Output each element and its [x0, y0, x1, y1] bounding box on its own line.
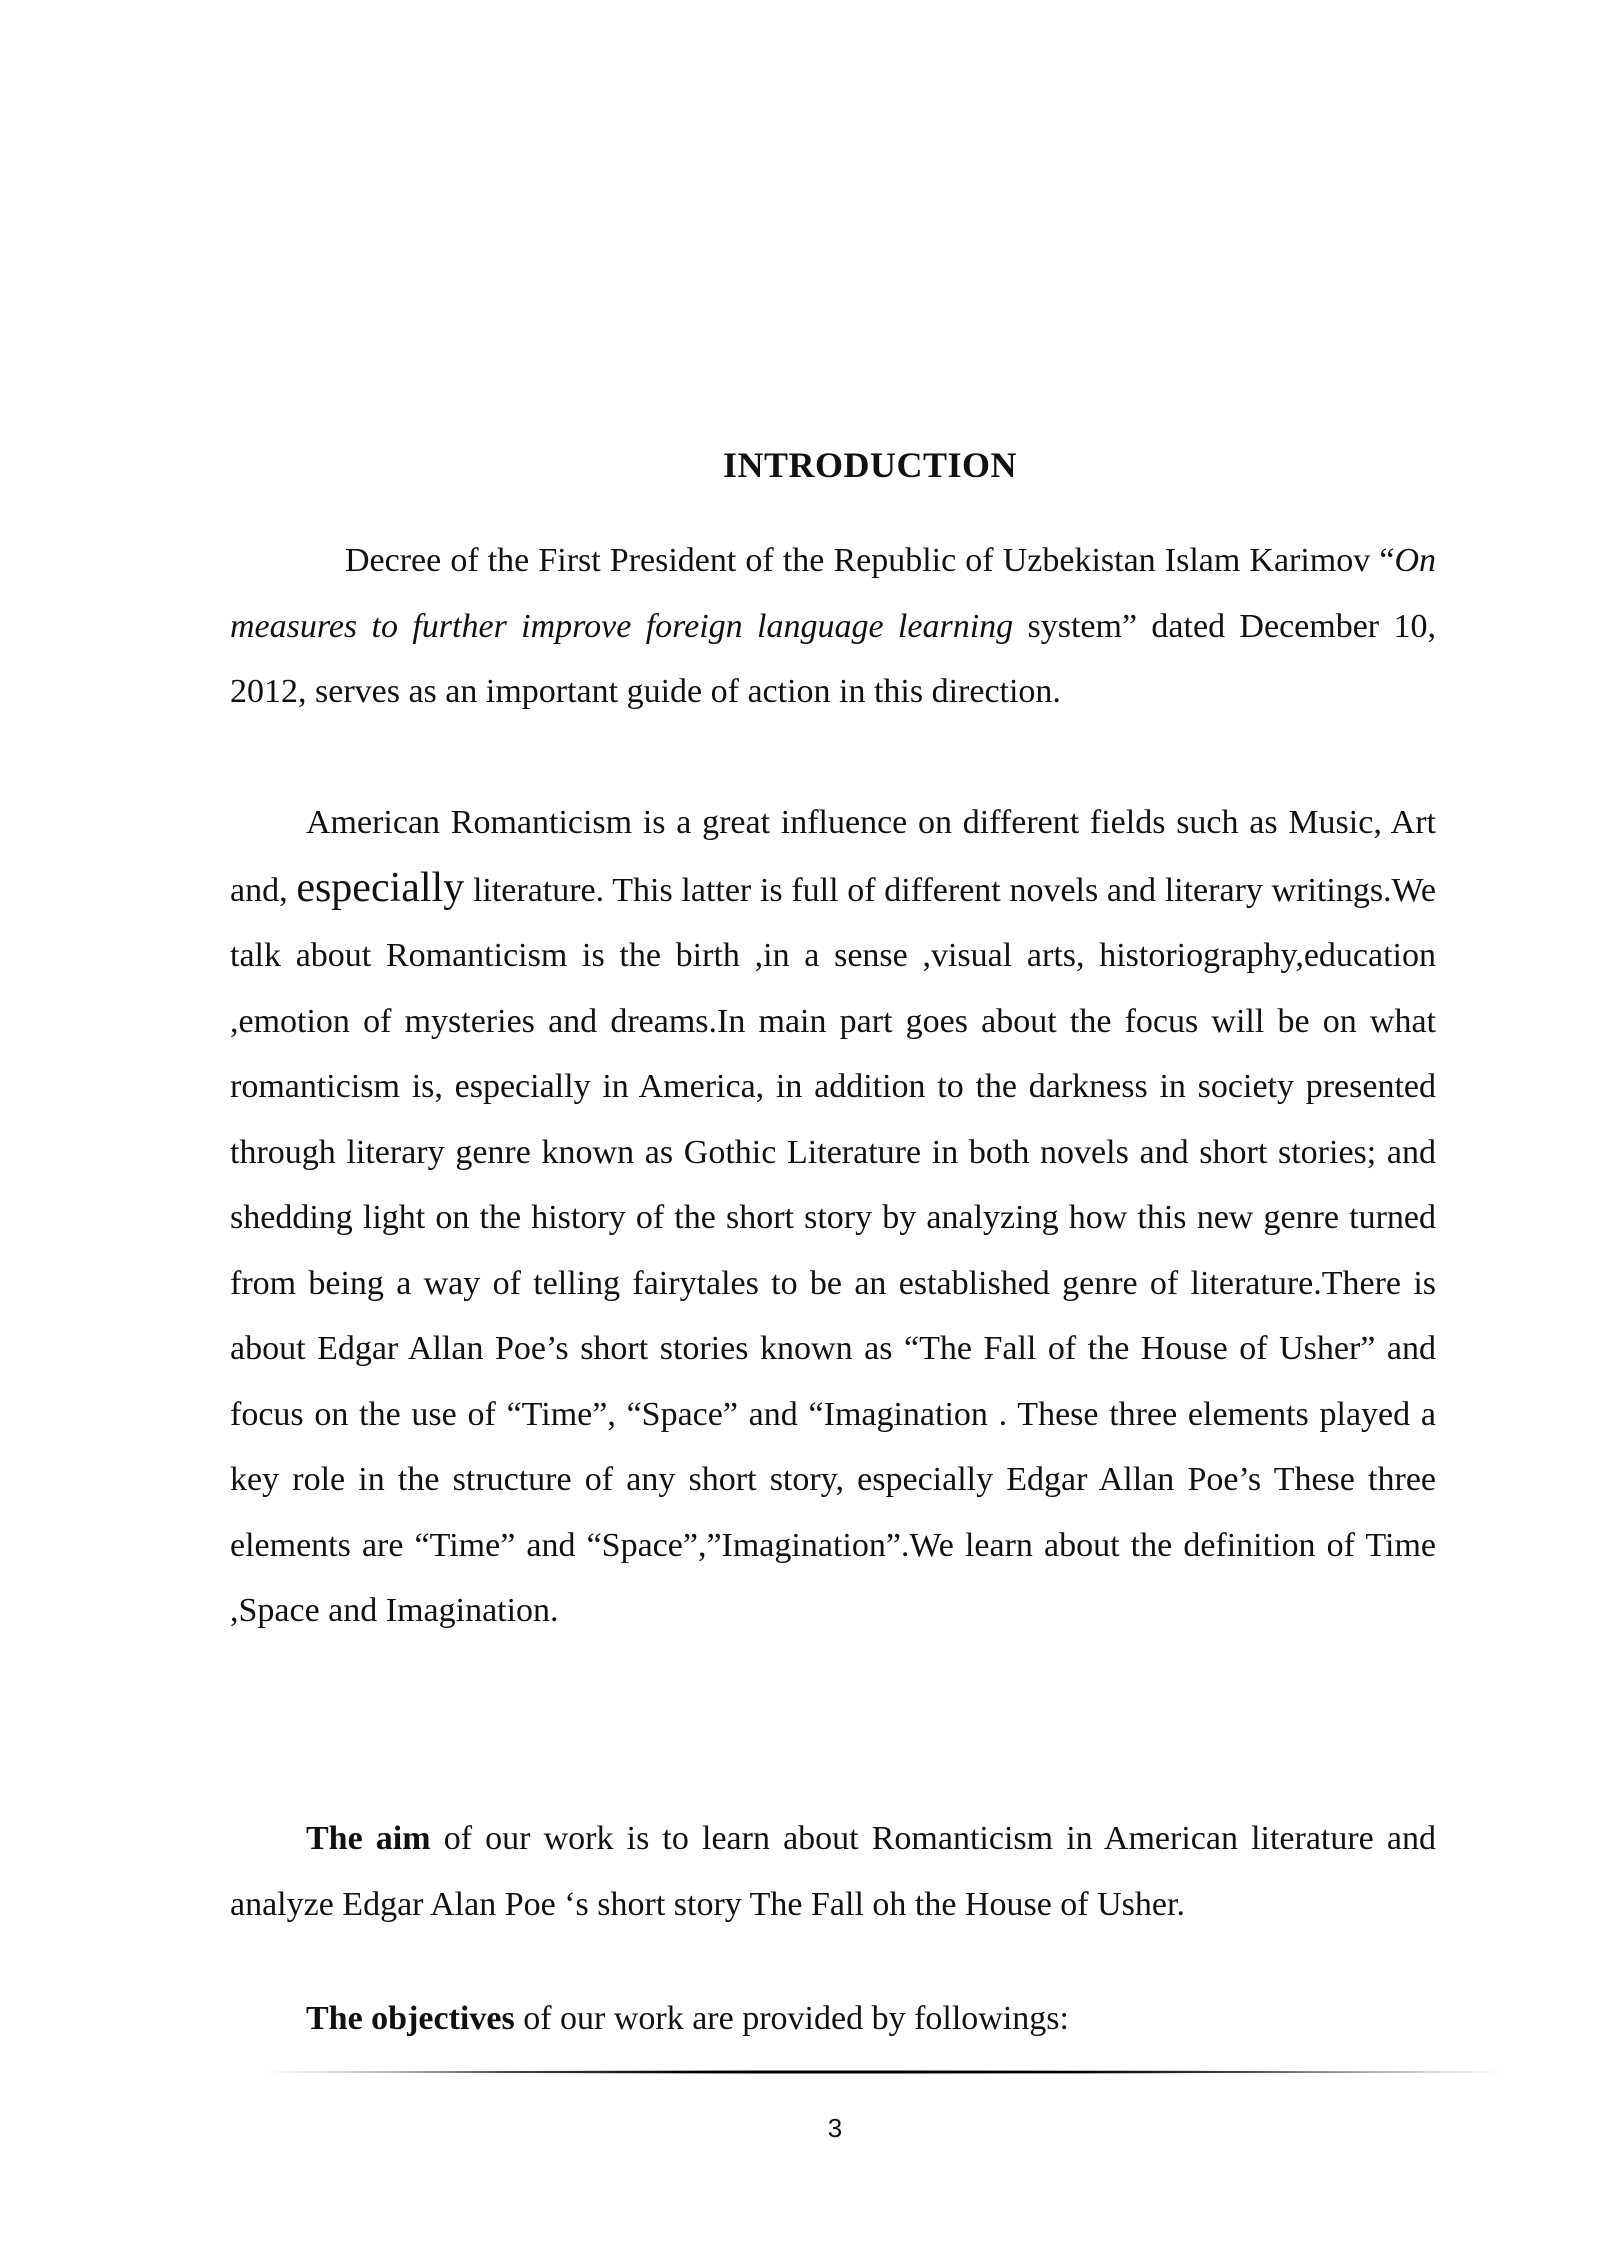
- page-title: INTRODUCTION: [722, 445, 1018, 485]
- footer-divider: [258, 2069, 1508, 2075]
- paragraph-objectives-text: [230, 1986, 1436, 2052]
- aim-text: of our work is to learn about Romanticism in American literature and analyze Edgar Alan Poe ‘s short story The Fall oh the House of Usher.: [230, 1820, 1436, 1923]
- paragraph-romanticism-text: [230, 790, 1436, 1644]
- objectives-text: of our work are provided by followings:: [514, 2000, 1069, 2037]
- decree-text-start: Decree of the First President of the Republic of Uzbekistan Islam Karimov “: [345, 542, 1395, 579]
- paragraph-decree-text: [230, 528, 1436, 725]
- paragraph-romanticism: [230, 790, 1436, 1644]
- aim-label: The aim: [306, 1820, 431, 1857]
- romanticism-emphasis-word: especially: [296, 864, 465, 911]
- paragraph-aim-text: [230, 1806, 1436, 1937]
- objectives-label: The objectives: [306, 2000, 515, 2037]
- romanticism-text-start: American Romanticism is a great influence on different fields such as Music, Art and,: [230, 804, 1436, 909]
- romanticism-text-rest: literature. This latter is full of different novels and literary writings.We talk about Romanticism is the birth ,in a sense ,visual arts, historiography,education ,emotion of mysteries and dreams.In main part goes about the focus will be on what romanticism is, especially in America, in addition to the darkness in society presented through literary genre known as Gothic Literature in both novels and short stories; and shedding light on the history of the short story by analyzing how this new genre turned from being a way of telling fairytales to be an established genre of literature.There is about Edgar Allan Poe’s short stories known as “The Fall of the House of Usher” and focus on the use of “Time”, “Space” and “Imagination . These three elements played a key role in the structure of any short story, especially Edgar Allan Poe’s These three elements are “Time” and “Space”,”Imagination”.We learn about the definition of Time ,Space and Imagination.: [230, 871, 1437, 1629]
- decree-text-end: system” dated December 10, 2012, serves as an important guide of action in this direction.: [230, 607, 1436, 710]
- paragraph-decree: [230, 528, 1436, 725]
- decree-title-italic: On measures to further improve foreign language learning: [230, 542, 1436, 645]
- footer-divider-line: [258, 2069, 1508, 2075]
- page-number: 3: [827, 2113, 843, 2143]
- paragraph-aim: [230, 1806, 1436, 1937]
- paragraph-objectives: [230, 1986, 1436, 2052]
